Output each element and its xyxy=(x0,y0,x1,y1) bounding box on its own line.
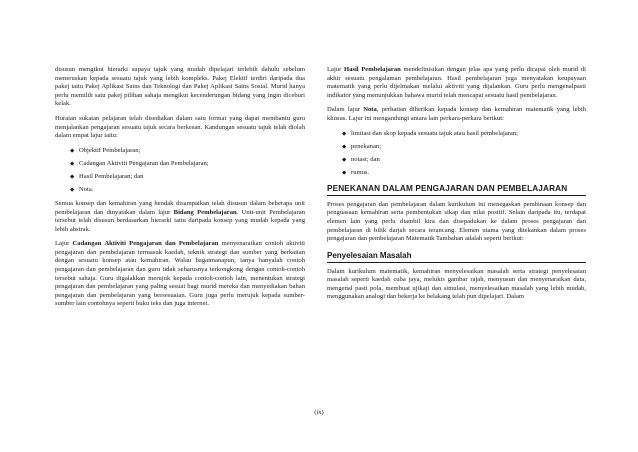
list-item-text: Nota. xyxy=(79,186,94,194)
bold-term: Nota xyxy=(363,106,377,114)
list-item-text: Cadangan Aktiviti Pengajaran dan Pembelajaran; xyxy=(79,159,209,167)
bold-term: Bidang Pembelajaran xyxy=(173,208,237,216)
text-run: , perhatian diberikan kepada konsep dan kemahiran matematik yang lebih khusus. Lajur ini mengandungi antara lain perkara-perkara berikut: xyxy=(327,106,586,122)
list-item xyxy=(70,186,305,195)
bold-term: Hasil Pembelajaran xyxy=(343,66,401,73)
bullet-list xyxy=(327,130,586,178)
text-run: mendefinisikan dengan jelas apa yang perlu dicapai oleh murid di akhir sesuatu pengalaman pembelajaran. Hasil pembelajaran juga menyatakan keupayaan matematik yang perlu dijelmakan melalui aktiviti yang dijalankan. Guru perlu mengenalpasti indikator yang menunjukkan bahawa murid telah mencapai sesuatu hasil pembelajaran. xyxy=(327,66,587,99)
text-run: Semua konsep dan kemahiran yang hendak disampaikan telah disusun dalam beberapa unit pembelajaran dan dinyatakan dalam lajur xyxy=(55,199,305,216)
list-item-text: notasi; dan xyxy=(351,155,380,163)
list-item xyxy=(70,147,305,156)
diamond-bullet-icon: ◆ xyxy=(70,147,75,154)
text-run: menyenaraikan contoh aktiviti pengajaran dan pembelajaran termasuk kaedah, teknik strategi dan sumber yang berkaitan dengan sesuatu konsep atau kemahiran. Walau bagaimanapun, ianya hanyalah contoh pengajaran dan pembelajaran dan guru tidak seharusnya terkongkong dengan contoh-contoh tersebut sahaja. Guru digalakkan merujuk kepada contoh-contoh lain, menentukan strategi pengajaran dan pembelajaran yang paling sesuai bagi murid mereka dan menyediakan bahan pengajaran dan pembelajaran yang bersesuaian. Guru juga perlu merujuk kepada sumber-sumber lain contohnya seperti buku teks dan juga internet. xyxy=(55,240,305,308)
paragraph xyxy=(327,106,586,123)
left-column xyxy=(55,66,305,315)
subsection-heading: Penyelesaian Masalah xyxy=(327,250,586,263)
list-item-text: Objektif Pembelajaran; xyxy=(79,146,141,154)
list-item xyxy=(342,169,586,178)
diamond-bullet-icon: ◆ xyxy=(70,174,75,181)
list-item xyxy=(342,130,586,139)
diamond-bullet-icon: ◆ xyxy=(342,156,347,163)
diamond-bullet-icon: ◆ xyxy=(70,187,75,194)
page-number: (ix) xyxy=(314,409,324,416)
paragraph xyxy=(55,200,305,234)
diamond-bullet-icon: ◆ xyxy=(342,170,347,177)
list-item-text: Hasil Pembelajaran; dan xyxy=(79,173,144,181)
list-item-text: limitasi dan skop kepada sesuatu tajuk atau hasil pembelajaran; xyxy=(351,129,518,137)
paragraph xyxy=(55,240,305,309)
paragraph: Huraian sukatan pelajaran telah disediakan dalam satu format yang dapat membantu guru menjalankan pengajaran sesuatu tajuk secara berkesan. Kandungan sesuatu tajuk telah diolah dalam empat lajur iaitu: xyxy=(55,114,305,140)
section-heading: PENEKANAN DALAM PENGAJARAN DAN PEMBELAJARAN xyxy=(327,183,586,196)
text-run: Lajur xyxy=(55,240,73,248)
list-item xyxy=(342,156,586,165)
text-run: Dalam lajur xyxy=(327,106,364,114)
list-item xyxy=(70,160,305,169)
list-item-text: rumus. xyxy=(351,169,370,177)
paragraph xyxy=(327,66,586,100)
paragraph: disusun mengikut hierarki supaya tajuk yang mudah dipelajari terlebih dahulu sebelum meneruskan kepada sesuatu tajuk yang lebih kompleks. Pakej Elektif terdiri daripada dua pakej iaitu Pakej Aplikasi Sains dan Teknologi dan Pakej Aplikasi Sains Sosial. Murid hanya perlu memilih satu pakej pilihan sahaja mengikut kecenderungan bidang yang ingin diceburi kelak. xyxy=(55,66,305,108)
right-column xyxy=(327,66,586,302)
list-item xyxy=(70,173,305,182)
bold-term: Cadangan Aktiviti Pengajaran dan Pembelajaran xyxy=(72,240,219,248)
diamond-bullet-icon: ◆ xyxy=(342,143,347,150)
paragraph: Proses pengajaran dan pembelajaran dalam kurikulum ini menegaskan pembinaan konsep dan penguasaan kemahiran serta pembentukan sikap dan nilai positif. Selain daripada itu, terdapat elemen lain yang perlu diambil kira dan disepadukan ke dalam proses pengajaran dan pembelajaran di bilik darjah secara terancang. Elemen utama yang ditekankan dalam proses pengajaran dan pembelajaran Matematik Tambahan adalah seperti berikut: xyxy=(327,200,586,243)
text-run: . Unit-unit Pembelajaran tersebut telah disusun berdasarkan hierarki iaitu daripada konsep yang mudah kepada yang lebih abstrak. xyxy=(55,208,305,233)
bullet-list xyxy=(55,147,305,195)
list-item xyxy=(342,143,586,152)
diamond-bullet-icon: ◆ xyxy=(342,130,347,137)
text-run: Lajur xyxy=(327,66,344,73)
list-item-text: penekanan; xyxy=(351,142,382,150)
diamond-bullet-icon: ◆ xyxy=(70,160,75,167)
paragraph: Dalam kurikulum matematik, kemahiran menyelesaikan masalah serta strategi penyelesaian masalah seperti kaedah cuba jaya, melukis gambar rajah, menyusun dan menyenaraikan data, mengenal pasti pola, membuat ujikaji dan simulasi, menyelesaikan masalah yang lebih mudah, menggunakan analogi dan bekerja ke belakang telah pun dipelajari. Dalam xyxy=(327,267,586,301)
